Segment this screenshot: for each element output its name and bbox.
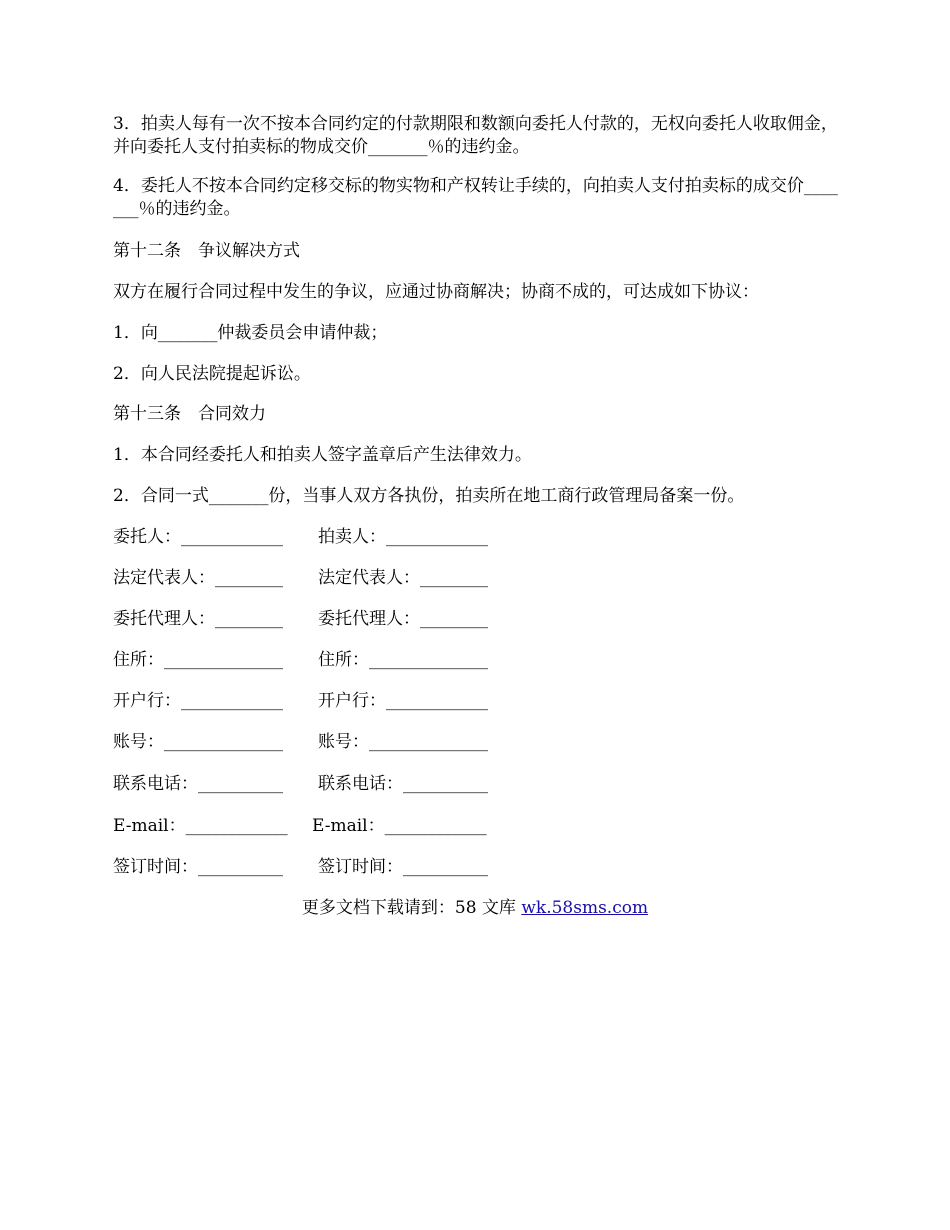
signature-row-legal-rep <box>113 567 488 590</box>
principal-email-field: E-mail：____________ <box>113 816 288 836</box>
article-12-heading: 第十二条 争议解决方式 <box>113 241 300 261</box>
auctioneer-field: 拍卖人：____________ <box>318 527 488 547</box>
signature-row-address <box>113 649 488 672</box>
principal-date-field: 签订时间：__________ <box>113 857 283 877</box>
article-12-intro: 双方在履行合同过程中发生的争议，应通过协商解决；协商不成的，可达成如下协议： <box>113 282 759 302</box>
auctioneer-date-field: 签订时间：__________ <box>318 857 488 877</box>
clause-4-paragraph: 4．委托人不按本合同约定移交标的物实物和产权转让手续的，向拍卖人支付拍卖标的成交价_______％的违约金。 <box>113 176 838 219</box>
signature-row-account <box>113 731 488 754</box>
signature-row-email <box>113 815 487 838</box>
footer <box>0 897 950 920</box>
signature-row-phone <box>113 773 488 796</box>
article-13-item-2: 2．合同一式_______份，当事人双方各执份，拍卖所在地工商行政管理局备案一份。 <box>113 486 745 506</box>
footer-text: 更多文档下载请到：58 文库 <box>301 898 522 918</box>
article-12-item-1: 1．向_______仲裁委员会申请仲裁； <box>113 323 388 343</box>
auctioneer-bank-field: 开户行：____________ <box>318 691 488 711</box>
auctioneer-address-field: 住所：______________ <box>318 650 488 670</box>
auctioneer-phone-field: 联系电话：__________ <box>318 774 488 794</box>
article-12-item-2: 2．向人民法院提起诉讼。 <box>113 364 311 384</box>
auctioneer-legal-rep-field: 法定代表人：________ <box>318 568 488 588</box>
principal-legal-rep-field: 法定代表人：________ <box>113 568 283 588</box>
principal-address-field: 住所：______________ <box>113 650 283 670</box>
principal-bank-field: 开户行：____________ <box>113 691 283 711</box>
signature-row-date <box>113 856 488 879</box>
footer-link[interactable]: wk.58sms.com <box>521 898 649 918</box>
signature-row-agent <box>113 608 488 631</box>
principal-agent-field: 委托代理人：________ <box>113 609 283 629</box>
signature-row-bank <box>113 690 488 713</box>
clause-3-paragraph: 3．拍卖人每有一次不按本合同约定的付款期限和数额向委托人付款的，无权向委托人收取佣金，并向委托人支付拍卖标的物成交价_______％的违约金。 <box>113 114 838 157</box>
article-13-item-1: 1．本合同经委托人和拍卖人签字盖章后产生法律效力。 <box>113 445 532 465</box>
principal-field: 委托人：____________ <box>113 527 283 547</box>
signature-row-principal <box>113 526 488 549</box>
auctioneer-account-field: 账号：______________ <box>318 732 488 752</box>
article-13-heading: 第十三条 合同效力 <box>113 404 266 424</box>
principal-phone-field: 联系电话：__________ <box>113 774 283 794</box>
auctioneer-agent-field: 委托代理人：________ <box>318 609 488 629</box>
auctioneer-email-field: E-mail：____________ <box>312 816 487 836</box>
principal-account-field: 账号：______________ <box>113 732 283 752</box>
